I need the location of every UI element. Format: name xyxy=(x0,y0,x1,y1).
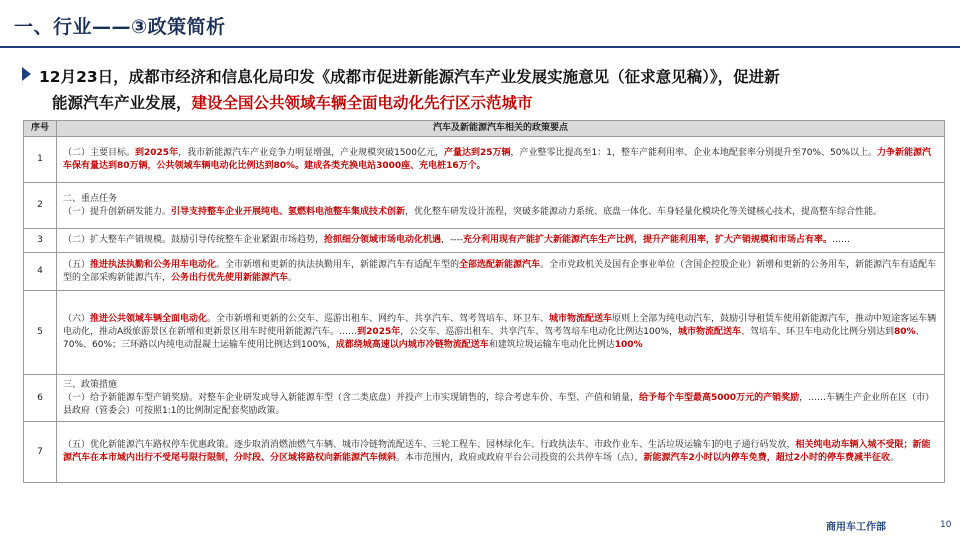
row-policy-text xyxy=(57,253,945,291)
row-policy-text xyxy=(57,137,945,183)
row-number: 5 xyxy=(24,291,57,375)
row-policy-text xyxy=(57,422,945,483)
policy-segment: ，优化整车研发设计流程，突破多能源动力系统、底盘一体化、车身轻量化模块化等关键核心技术，提高整车综合性能。 xyxy=(405,206,883,217)
policy-line xyxy=(63,313,938,352)
policy-segment: （二）主要目标。 xyxy=(63,147,136,158)
policy-segment: ，产业整零比提高至1：1，整车产能利用率、企业本地配套率分别提升至70%、50%以上。 xyxy=(510,147,877,158)
policy-highlight: 抢抓细分领域市场电动化机遇 xyxy=(324,235,442,245)
table-row xyxy=(24,183,945,229)
table-body xyxy=(24,137,945,483)
policy-segment: ，……车辆生产企业所在区（市）县政府（管委会）可按照1:1的比例制定配套奖励政策。 xyxy=(63,392,935,416)
policy-highlight: 到2025年 xyxy=(135,147,179,158)
policy-segment: 二、重点任务 xyxy=(63,193,118,204)
intro-line-1: 12月23日，成都市经济和信息化局印发《成都市促进新能源汽车产业发展实施意见（征求意见稿）》，促进新 xyxy=(22,64,942,90)
policy-highlight: 到2025年 xyxy=(357,327,401,337)
bullet-arrow-icon xyxy=(22,67,31,81)
policy-segment: 原则上全部为纯电动汽车，鼓励引导租赁车使用新能源汽车，推动中短途客运车辆电动化，推动A级旅游景区在新增和更新景区用车时使用新能源汽车。…… xyxy=(63,314,937,337)
title-divider xyxy=(0,46,960,48)
row-policy-text xyxy=(57,375,945,422)
policy-highlight: 推进公共领域车辆全面电动化 xyxy=(90,314,208,324)
policy-highlight: 成都绕城高速以内城市冷链物流配送车 xyxy=(335,340,489,350)
table-row xyxy=(24,375,945,422)
row-policy-text xyxy=(57,183,945,229)
policy-segment: ，公交车、巡游出租车、共享汽车、驾考驾培车电动化比例达100%， xyxy=(400,327,678,337)
policy-segment: （二）扩大整车产销规模。鼓励引导传统整车企业紧跟市场趋势， xyxy=(63,235,325,245)
intro-highlight: 建设全国公共领域车辆全面电动化先行区示范城市 xyxy=(191,94,533,112)
policy-segment: 。 xyxy=(288,272,298,283)
table-row xyxy=(24,253,945,291)
policy-segment: （一）提升创新研发能力。 xyxy=(63,206,172,217)
policy-highlight: 充分利用现有产能扩大新能源汽车生产比例，提升产能利用率，扩大产销规模和市场占有率。 xyxy=(463,235,833,245)
policy-highlight: 城市物流配送车 xyxy=(677,327,741,337)
policy-line xyxy=(63,206,938,219)
policy-line xyxy=(63,259,938,285)
policy-segment: 、驾培车、环卫车电动化比例分别达到 xyxy=(740,327,894,337)
row-number: 4 xyxy=(24,253,57,291)
policy-highlight: 引导支持整车企业开展纯电、氢燃料电池整车集成技术创新 xyxy=(171,206,406,217)
policy-highlight: 100% xyxy=(614,340,643,350)
policy-line xyxy=(63,147,938,173)
policy-highlight: 相关纯电动车辆入城不受限；新能源汽车在本市域内出行不受尾号限行限制，分时段、分区域将路权向新能源汽车倾斜 xyxy=(63,440,931,463)
page-number: 10 xyxy=(940,520,952,530)
policy-line xyxy=(63,439,938,465)
table-header-row xyxy=(24,121,945,137)
policy-segment: 。全市新增和更新的公交车、巡游出租车、网约车、共享汽车、驾考驾培车、环卫车、 xyxy=(207,314,550,324)
policy-highlight: 新能源汽车2小时以内停车免费，超过2小时的停车费减半征收 xyxy=(643,453,891,463)
policy-table xyxy=(23,120,945,483)
policy-segment: ，我市新能源汽车产业竞争力明显增强，产业规模突破1500亿元， xyxy=(178,147,444,158)
policy-highlight: 推进执法执勤和公务用车电动化 xyxy=(90,259,217,270)
policy-highlight: 80% xyxy=(894,327,916,337)
policy-highlight: 城市物流配送车 xyxy=(549,314,613,324)
header-policy: 汽车及新能源汽车相关的政策要点 xyxy=(57,121,945,137)
row-number: 1 xyxy=(24,137,57,183)
policy-segment: （六） xyxy=(63,314,91,324)
policy-segment: （五）优化新能源汽车路权停车优惠政策。逐步取消消燃油燃气车辆、城市冷链物流配送车、三轮工程车、园林绿化车、行政执法车、市政作业车、生活垃圾运输车]的电子通行码发放， xyxy=(63,440,796,450)
row-number: 6 xyxy=(24,375,57,422)
policy-line xyxy=(63,234,938,247)
policy-segment: ，---- xyxy=(441,235,464,245)
policy-highlight: 力争新能源汽车保有量达到80万辆，公共领域车辆电动化比例达到80%。建成各类充换电站3000座、充电桩16万个。 xyxy=(63,147,931,171)
policy-highlight: 公务出行优先使用新能源汽车 xyxy=(171,272,289,283)
table-row xyxy=(24,137,945,183)
policy-line xyxy=(63,193,938,206)
policy-segment: 。 xyxy=(890,453,900,463)
policy-segment: 。本市范围内，政府或政府平台公司投资的公共停车场（点）， xyxy=(396,453,644,463)
policy-segment: 和建筑垃圾运输车电动化比例达 xyxy=(488,340,615,350)
row-number: 7 xyxy=(24,422,57,483)
row-number: 2 xyxy=(24,183,57,229)
footer-department: 商用车工作部 xyxy=(826,522,886,533)
policy-segment: （一）给予新能源车型产销奖励。对整车企业研发或导入新能源车型（含二类底盘）并投产上市实现销售的，综合考虑车价、车型、产值和销量， xyxy=(63,392,640,403)
table-row xyxy=(24,229,945,253)
page-title: 一、行业——③政策简析 xyxy=(14,16,226,38)
policy-highlight: 全部选配新能源汽车 xyxy=(459,259,541,270)
policy-segment: （五） xyxy=(63,259,91,270)
row-policy-text xyxy=(57,291,945,375)
header-number: 序号 xyxy=(24,121,57,137)
row-policy-text xyxy=(57,229,945,253)
table-row xyxy=(24,291,945,375)
policy-segment: 三、政策措施 xyxy=(63,379,118,390)
policy-line xyxy=(63,379,938,392)
policy-segment: 、70%、60%；三环路以内纯电动混凝土运输车使用比例达到100%， xyxy=(63,327,925,350)
policy-segment: …… xyxy=(832,235,851,245)
intro-line-2: 能源汽车产业发展，建设全国公共领域车辆全面电动化先行区示范城市 xyxy=(52,94,533,112)
policy-line xyxy=(63,392,938,418)
policy-segment: 。全市党政机关及国有企事业单位（含国企控股企业）新增和更新的公务用车，新能源汽车有适配车型的全部采购新能源汽车， xyxy=(63,259,937,283)
policy-highlight: 给予每个车型最高5000万元的产销奖励 xyxy=(639,392,800,403)
policy-highlight: 产量达到25万辆 xyxy=(443,147,511,158)
intro-paragraph xyxy=(22,64,942,116)
row-number: 3 xyxy=(24,229,57,253)
policy-segment: 。全市新增和更新的执法执勤用车，新能源汽车有适配车型的 xyxy=(216,259,460,270)
table-row xyxy=(24,422,945,483)
